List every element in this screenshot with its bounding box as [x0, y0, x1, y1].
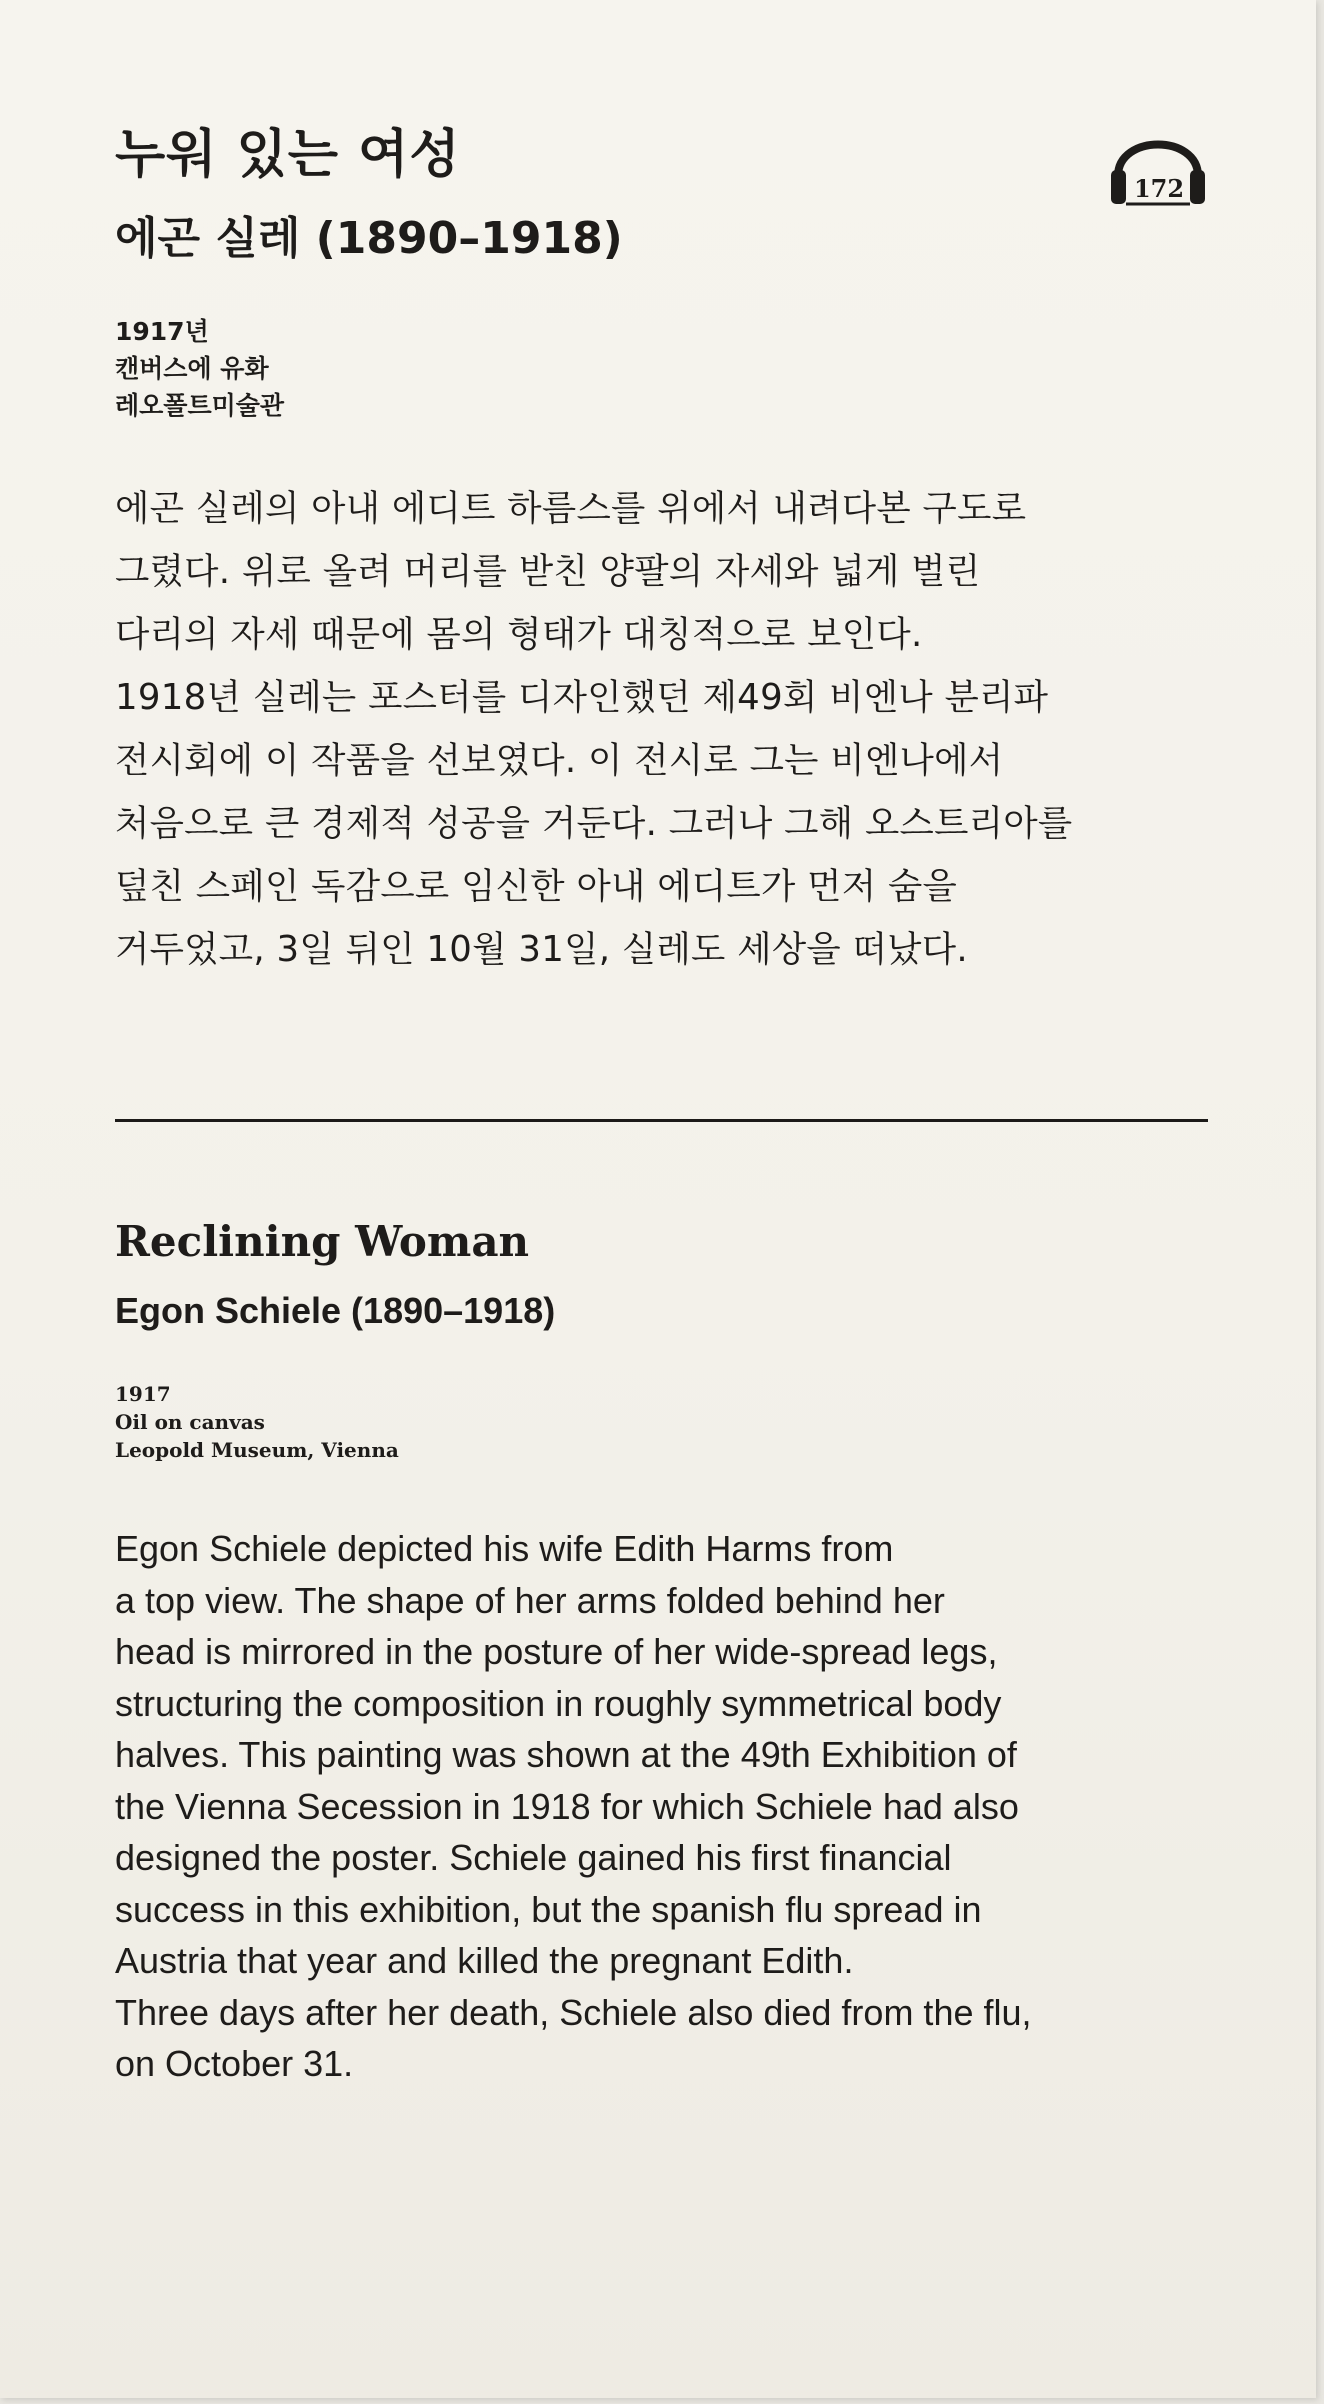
description-line: the Vienna Secession in 1918 for which Schiele had also — [115, 1785, 1019, 1827]
audio-guide-number: 172 — [1133, 174, 1185, 203]
description-line: a top view. The shape of her arms folded behind her — [115, 1579, 945, 1621]
description-line: 다리의 자세 때문에 몸의 형태가 대칭적으로 보인다. — [115, 614, 923, 655]
description-line: structuring the composition in roughly symmetrical body — [115, 1682, 1002, 1724]
artwork-meta-korean — [115, 313, 284, 424]
artist-name-english: Egon Schiele (1890–1918) — [115, 1290, 556, 1331]
description-line: 1918년 실레는 포스터를 디자인했던 제49회 비엔나 분리파 — [115, 677, 1049, 718]
artwork-collection-english: Leopold Museum, Vienna — [115, 1438, 399, 1462]
artwork-title-english: Reclining Woman — [115, 1217, 530, 1266]
description-line: Austria that year and killed the pregnant Edith. — [115, 1940, 854, 1981]
audio-guide-badge — [1108, 116, 1208, 210]
description-line: halves. This painting was shown at the 49th Exhibition of — [115, 1734, 1017, 1775]
artist-name-korean: 에곤 실레 (1890–1918) — [115, 213, 623, 264]
description-line: 덮친 스페인 독감으로 임신한 아내 에디트가 먼저 숨을 — [115, 866, 958, 907]
description-korean — [115, 477, 1225, 981]
description-line: success in this exhibition, but the spanish flu spread in — [115, 1888, 982, 1930]
artwork-collection-korean: 레오폴트미술관 — [115, 391, 285, 420]
artwork-medium-korean: 캔버스에 유화 — [115, 354, 269, 383]
description-line: Three days after her death, Schiele also died from the flu, — [115, 1991, 1032, 2033]
section-divider — [115, 1119, 1208, 1122]
description-line: 에곤 실레의 아내 에디트 하름스를 위에서 내려다본 구도로 — [115, 488, 1027, 529]
description-line: 거두었고, 3일 뒤인 10월 31일, 실레도 세상을 떠났다. — [115, 929, 968, 970]
description-line: 그렸다. 위로 올려 머리를 받친 양팔의 자세와 넓게 벌린 — [115, 551, 981, 592]
description-line: head is mirrored in the posture of her wide-spread legs, — [115, 1631, 998, 1672]
artwork-year-english: 1917 — [115, 1382, 171, 1406]
description-english — [115, 1523, 1225, 2090]
description-line: 전시회에 이 작품을 선보였다. 이 전시로 그는 비엔나에서 — [115, 740, 1004, 781]
description-line: Egon Schiele depicted his wife Edith Harms from — [115, 1528, 894, 1569]
description-line: designed the poster. Schiele gained his first financial — [115, 1837, 952, 1878]
artwork-medium-english: Oil on canvas — [115, 1410, 265, 1434]
artwork-meta-english — [115, 1380, 399, 1464]
artwork-year-korean: 1917년 — [115, 317, 209, 346]
artwork-title-korean: 누워 있는 여성 — [115, 125, 461, 185]
description-line: 처음으로 큰 경제적 성공을 거둔다. 그러나 그해 오스트리아를 — [115, 803, 1073, 844]
description-line: on October 31. — [115, 2043, 354, 2084]
